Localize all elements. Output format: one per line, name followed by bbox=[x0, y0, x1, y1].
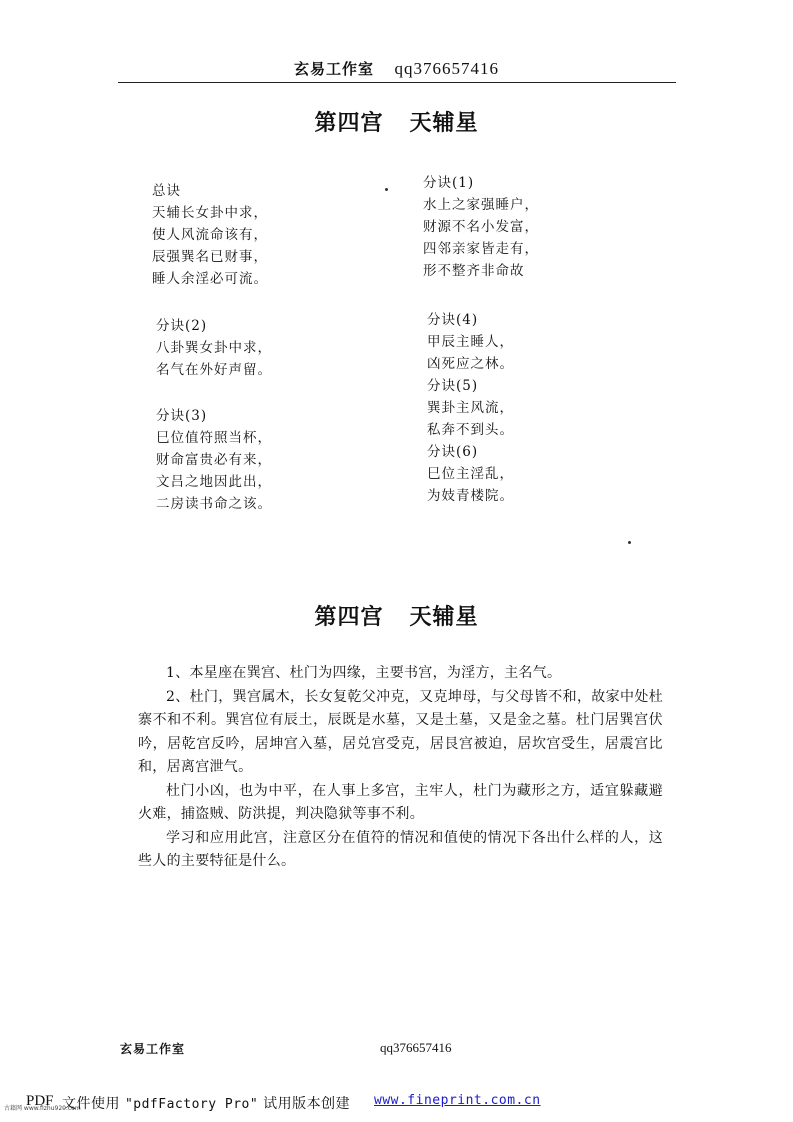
verse-heading: 分诀(3) bbox=[156, 408, 208, 424]
verse-line: 凶死应之林。 bbox=[427, 356, 514, 372]
verse-line: 甲辰主睡人， bbox=[427, 334, 514, 350]
watermark-pdf-label: PDF bbox=[26, 1093, 54, 1109]
verse-left-column bbox=[152, 180, 268, 290]
verse-heading: 分诀(6) bbox=[427, 444, 479, 460]
footer-qq: qq376657416 bbox=[380, 1040, 452, 1055]
verse-line: 睡人余淫必可流。 bbox=[152, 271, 268, 287]
section1-title-star: 天辅星 bbox=[409, 110, 479, 136]
verse-line: 巳位主淫乱， bbox=[427, 466, 514, 482]
pdf-watermark bbox=[4, 1093, 789, 1115]
header-studio: 玄易工作室 bbox=[294, 60, 375, 78]
header-rule bbox=[118, 82, 676, 83]
watermark-link[interactable]: www.fineprint.com.cn bbox=[374, 1093, 541, 1108]
commentary-body bbox=[138, 662, 663, 874]
verse-line: 财源不名小发富， bbox=[423, 219, 539, 235]
scan-speck bbox=[628, 541, 631, 544]
commentary-paragraph: 1、本星座在巽宫、杜门为四缘，主要书宫，为淫方，主名气。 bbox=[166, 665, 562, 681]
verse-left-column-2 bbox=[156, 315, 272, 381]
verse-line: 为妓青楼院。 bbox=[427, 488, 514, 504]
footer-studio: 玄易工作室 bbox=[120, 1042, 186, 1056]
verse-line: 水上之家强睡户， bbox=[423, 197, 539, 213]
verse-right-column-2 bbox=[427, 309, 514, 507]
section1-title-palace: 第四宫 bbox=[314, 110, 384, 136]
verse-line: 形不整齐非命故 bbox=[423, 263, 525, 279]
verse-heading: 分诀(4) bbox=[427, 312, 479, 328]
verse-line: 使人风流命该有， bbox=[152, 227, 268, 243]
verse-heading: 总诀 bbox=[152, 183, 181, 199]
commentary-paragraph: 杜门小凶，也为中平，在人事上多宫，主牢人，杜门为藏形之方，适宜躲藏避火难，捕盗贼、防洪提，判决隐狱等事不利。 bbox=[138, 782, 663, 822]
verse-right-column bbox=[423, 172, 539, 282]
section1-title bbox=[0, 106, 793, 137]
verse-line: 名气在外好声留。 bbox=[156, 362, 272, 378]
watermark-msg-before: 文件使用 bbox=[62, 1096, 125, 1112]
watermark-message bbox=[62, 1093, 350, 1113]
verse-line: 私奔不到头。 bbox=[427, 422, 514, 438]
page-footer bbox=[0, 1040, 793, 1060]
verse-heading: 分诀(5) bbox=[427, 378, 479, 394]
verse-heading: 分诀(2) bbox=[156, 318, 208, 334]
section2-title-star: 天辅星 bbox=[409, 604, 479, 630]
verse-line: 巳位值符照当杯， bbox=[156, 430, 272, 446]
verse-line: 二房读书命之该。 bbox=[156, 496, 272, 512]
section2-title bbox=[0, 600, 793, 631]
verse-line: 辰强巽名已财事， bbox=[152, 249, 268, 265]
verse-line: 财命富贵必有来， bbox=[156, 452, 272, 468]
verse-line: 天辅长女卦中求， bbox=[152, 205, 268, 221]
verse-line: 文吕之地因此出， bbox=[156, 474, 272, 490]
commentary-paragraph: 2、杜门，巽宫属木，长女复乾父冲克，又克坤母，与父母皆不和，故家中处杜寨不和不利。巽宫位有辰土，辰既是水墓，又是土墓，又是金之墓。杜门居巽宫伏吟，居乾宫反吟，居坤宫入墓，居兑宫受克，居艮宫被迫，居坎宫受生，居震宫比和，居离宫泄气。 bbox=[138, 688, 663, 775]
page-header bbox=[0, 58, 793, 79]
section2-title-palace: 第四宫 bbox=[314, 604, 384, 630]
verse-line: 四邻亲家皆走有， bbox=[423, 241, 539, 257]
verse-left-column-3 bbox=[156, 405, 272, 515]
verse-line: 八卦巽女卦中求， bbox=[156, 340, 272, 356]
verse-line: 巽卦主风流， bbox=[427, 400, 514, 416]
verse-heading: 分诀(1) bbox=[423, 175, 475, 191]
header-qq: qq376657416 bbox=[394, 59, 499, 78]
commentary-paragraph: 学习和应用此宫，注意区分在值符的情况和值使的情况下各出什么样的人，这些人的主要特征是什么。 bbox=[138, 829, 663, 869]
watermark-site-label: 古籍网 www.fizhu920.com bbox=[4, 1105, 81, 1112]
watermark-product: "pdfFactory Pro" bbox=[124, 1097, 259, 1112]
watermark-msg-after: 试用版本创建 bbox=[258, 1096, 351, 1112]
scan-speck bbox=[385, 188, 388, 191]
